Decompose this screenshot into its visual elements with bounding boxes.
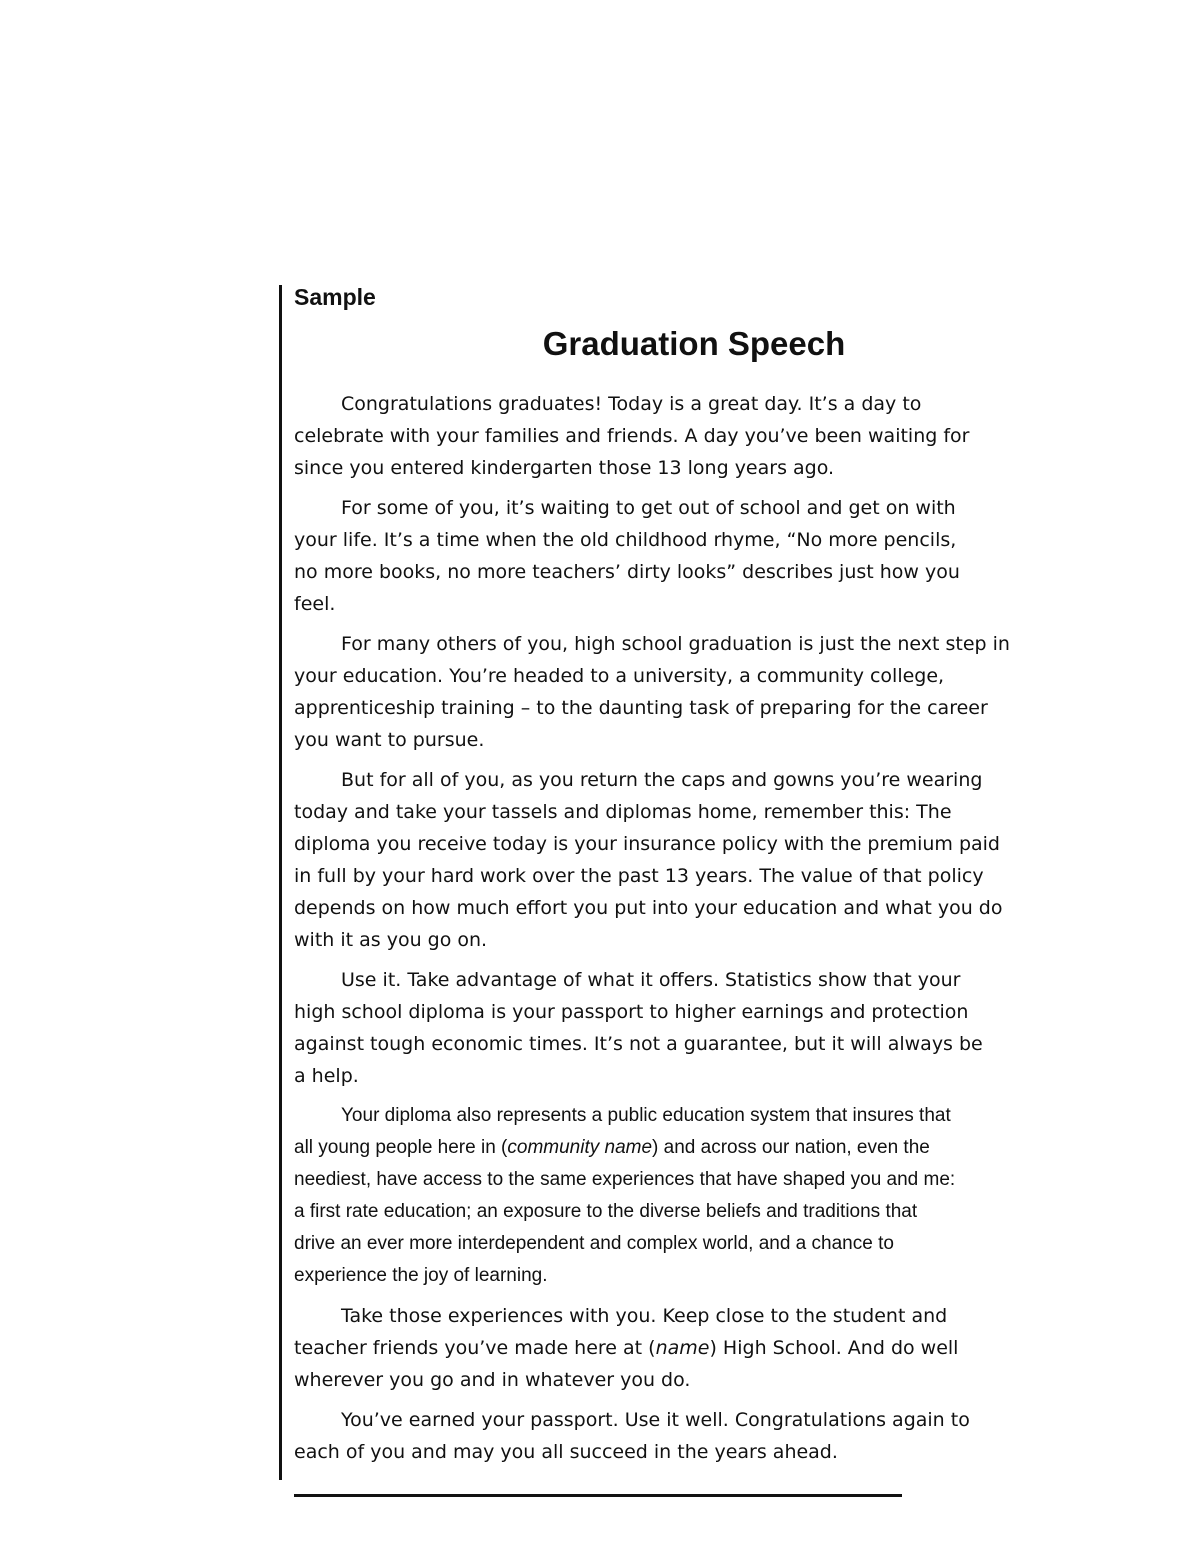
paragraph-7: [294, 1300, 1114, 1396]
text-segment: teacher friends you’ve made here at (: [294, 1337, 656, 1359]
text-line: apprenticeship training – to the daunting task of preparing for the career: [294, 697, 988, 719]
text-segment: ) and across our nation, even the: [652, 1137, 930, 1158]
text-line: your education. You’re headed to a university, a community college,: [294, 665, 945, 687]
text-line-with-placeholder: [294, 1132, 1114, 1164]
text-line: For many others of you, high school graduation is just the next step in: [341, 633, 1010, 655]
text-line: high school diploma is your passport to higher earnings and protection: [294, 1001, 969, 1023]
text-line: wherever you go and in whatever you do.: [294, 1369, 691, 1391]
text-line: you want to pursue.: [294, 729, 485, 751]
text-line: depends on how much effort you put into your education and what you do: [294, 897, 1003, 919]
paragraph-5: [294, 964, 1114, 1092]
text-line: no more books, no more teachers’ dirty looks” describes just how you: [294, 561, 960, 583]
text-line: each of you and may you all succeed in the years ahead.: [294, 1441, 838, 1463]
text-segment: all young people here in (: [294, 1137, 508, 1158]
text-line: celebrate with your families and friends. A day you’ve been waiting for: [294, 425, 970, 447]
sample-label: Sample: [294, 284, 376, 310]
paragraph-1: [294, 388, 1114, 484]
speech-body: [294, 388, 1114, 1468]
placeholder-name: name: [655, 1337, 710, 1359]
paragraph-4: [294, 764, 1114, 956]
text-line: against tough economic times. It’s not a guarantee, but it will always be: [294, 1033, 983, 1055]
text-line: today and take your tassels and diplomas home, remember this: The: [294, 801, 952, 823]
text-line: But for all of you, as you return the caps and gowns you’re wearing: [341, 769, 983, 791]
text-line: a first rate education; an exposure to the diverse beliefs and traditions that: [294, 1201, 918, 1222]
paragraph-8: [294, 1404, 1114, 1468]
text-segment: ) High School. And do well: [709, 1337, 959, 1359]
text-line: since you entered kindergarten those 13 long years ago.: [294, 457, 835, 479]
paragraph-3: [294, 628, 1114, 756]
paragraph-6: [294, 1100, 1114, 1292]
text-line: diploma you receive today is your insurance policy with the premium paid: [294, 833, 1000, 855]
left-margin-rule: [279, 285, 282, 1480]
bottom-rule: [294, 1494, 902, 1497]
text-line: your life. It’s a time when the old childhood rhyme, “No more pencils,: [294, 529, 957, 551]
text-line: feel.: [294, 593, 336, 615]
document-content: [294, 280, 1114, 1476]
text-line: Take those experiences with you. Keep close to the student and: [341, 1305, 948, 1327]
text-line: experience the joy of learning.: [294, 1265, 548, 1286]
paragraph-2: [294, 492, 1114, 620]
text-line: You’ve earned your passport. Use it well. Congratulations again to: [341, 1409, 970, 1431]
text-line: in full by your hard work over the past 13 years. The value of that policy: [294, 865, 984, 887]
text-line: neediest, have access to the same experiences that have shaped you and me:: [294, 1169, 956, 1190]
text-line: Congratulations graduates! Today is a great day. It’s a day to: [341, 393, 922, 415]
placeholder-community-name: community name: [507, 1137, 653, 1158]
text-line: with it as you go on.: [294, 929, 488, 951]
text-line: a help.: [294, 1065, 359, 1087]
document-title: Graduation Speech: [542, 325, 846, 362]
text-line: Use it. Take advantage of what it offers. Statistics show that your: [341, 969, 961, 991]
text-line-with-placeholder: [294, 1332, 1114, 1364]
text-line: For some of you, it’s waiting to get out of school and get on with: [341, 497, 956, 519]
text-line: drive an ever more interdependent and complex world, and a chance to: [294, 1233, 894, 1254]
text-line: Your diploma also represents a public education system that insures that: [341, 1105, 951, 1126]
